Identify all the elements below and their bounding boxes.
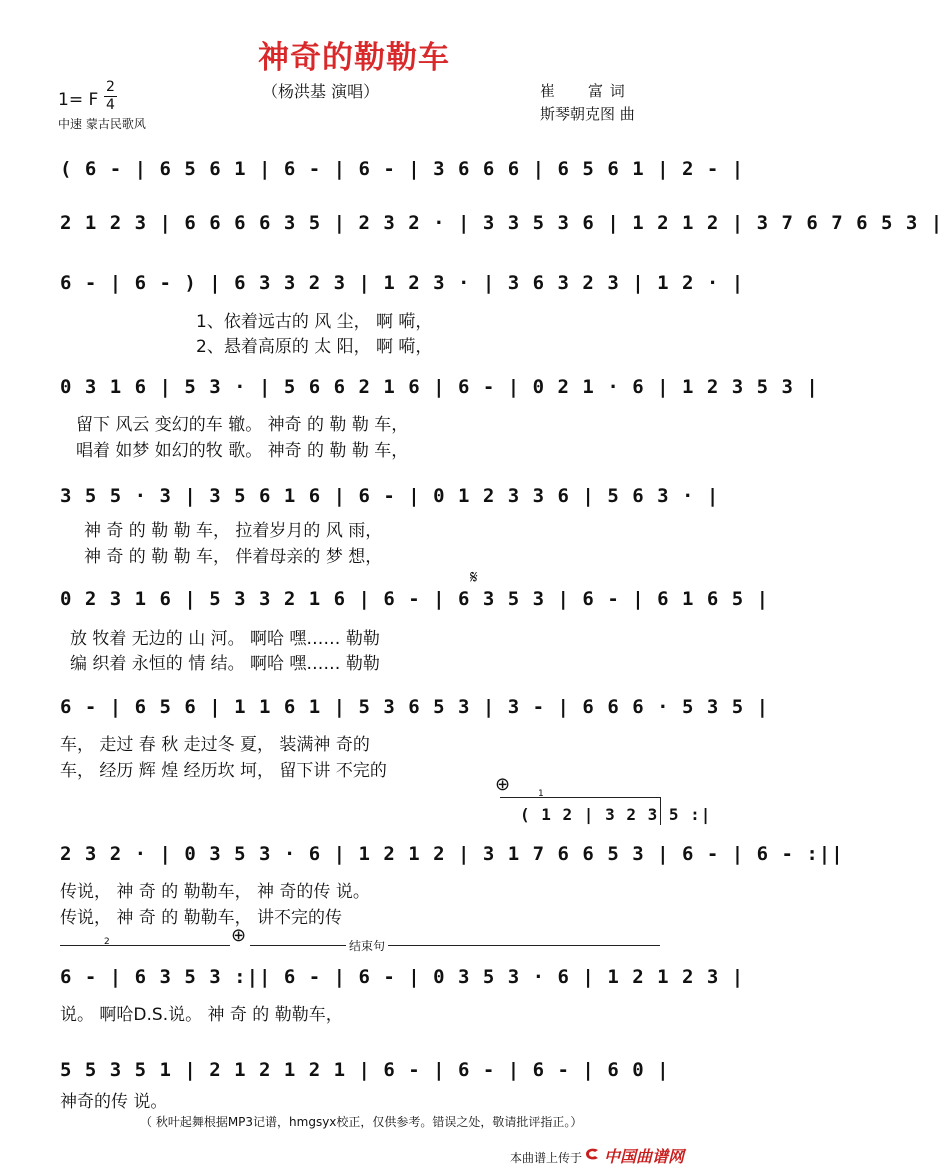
lyric-row-5-verse-1: 神 奇 的 勒 勒 车， 拉着岁月的 风 雨，: [84, 521, 383, 541]
lyric-row-4-verse-2: 唱着 如梦 如幻的牧 歌。 神奇 的 勒 勒 车，: [76, 441, 409, 461]
upload-label: 本曲谱上传于: [510, 1151, 583, 1165]
score-row-9: 6 - | 6 3 5 3 :|| 6 - | 6 - | 0 3 5 3 · 6 | 1 2 1 2 3 |: [60, 966, 745, 988]
lyric-row-10: 神奇的传 说。: [60, 1092, 168, 1112]
time-numerator: 2: [106, 79, 115, 95]
ending-line: [250, 945, 660, 946]
singer-credit: （杨洪基 演唱）: [262, 82, 380, 101]
score-row-10: 5 5 3 5 1 | 2 1 2 1 2 1 | 6 - | 6 - | 6 - | 6 0 |: [60, 1059, 670, 1081]
coda-mark: ⊕: [495, 774, 511, 795]
transcription-note: （ 秋叶起舞根据MP3记谱，hmgsyx校正，仅供参考。错误之处，敬请批评指正。）: [140, 1115, 583, 1129]
lyric-row-4-verse-1: 留下 风云 变幻的车 辙。 神奇 的 勒 勒 车，: [76, 415, 409, 435]
lyric-row-6-verse-2: 编 织着 永恒的 情 结。 啊哈 嘿…… 勒勒: [70, 654, 380, 674]
score-row-5: 3 5 5 · 3 | 3 5 6 1 6 | 6 - | 0 1 2 3 3 6 | 5 6 3 · |: [60, 485, 720, 507]
score-row-1: ( 6 - | 6 5 6 1 | 6 - | 6 - | 3 6 6 6 | 6 5 6 1 | 2 - |: [60, 158, 745, 180]
score-row-7: 6 - | 6 5 6 | 1 1 6 1 | 5 3 6 5 3 | 3 - | 6 6 6 · 5 3 5 |: [60, 696, 770, 718]
lyric-row-3-verse-2: 2、悬着高原的 太 阳， 啊 嗬，: [196, 337, 433, 357]
segno-mark: 𝄋: [470, 567, 478, 588]
lyric-row-7-verse-2: 车， 经历 辉 煌 经历坎 坷， 留下讲 不完的: [60, 761, 387, 781]
coda-mark-2: ⊕: [231, 925, 247, 946]
volta-2-line: [60, 945, 230, 946]
lyric-row-8-verse-2: 传说， 神 奇 的 勒勒车， 讲不完的传: [60, 908, 343, 928]
lyric-row-8-verse-1: 传说， 神 奇 的 勒勒车， 神 奇的传 说。: [60, 882, 370, 902]
song-title: 神奇的勒勒车: [258, 40, 450, 76]
score-row-2: 2 1 2 3 | 6 6 6 6 3 5 | 2 3 2 · | 3 3 5 3 6 | 1 2 1 2 | 3 7 6 7 6 5 3 |: [60, 212, 943, 234]
lyric-row-9: 说。 啊哈D.S.说。 神 奇 的 勒勒车，: [60, 1005, 343, 1025]
score-row-3: 6 - | 6 - ) | 6 3 3 2 3 | 1 2 3 · | 3 6 3 2 3 | 1 2 · |: [60, 272, 745, 294]
volta-1-line: [500, 797, 660, 798]
site-logo-icon: [584, 1146, 602, 1162]
lyric-row-6-verse-1: 放 牧着 无边的 山 河。 啊哈 嘿…… 勒勒: [70, 629, 380, 649]
lyric-row-7-verse-1: 车， 走过 春 秋 走过冬 夏， 装满神 奇的: [60, 735, 370, 755]
composer-credit: 斯琴朝克图 曲: [540, 105, 635, 123]
key-signature: 1= F: [58, 90, 99, 110]
tempo-marking: 中速 蒙古民歌风: [58, 117, 146, 131]
volta-1-notes: ( 1 2 | 3 2 3 5 :|: [520, 805, 712, 824]
time-denominator: 4: [106, 97, 115, 113]
time-signature: [104, 80, 117, 113]
score-row-6: 0 2 3 1 6 | 5 3 3 2 1 6 | 6 - | 6 3 5 3 | 6 - | 6 1 6 5 |: [60, 588, 770, 610]
volta-1-label: 1: [538, 789, 544, 799]
score-row-8: 2 3 2 · | 0 3 5 3 · 6 | 1 2 1 2 | 3 1 7 6 6 5 3 | 6 - | 6 - :||: [60, 843, 844, 865]
score-row-4: 0 3 1 6 | 5 3 · | 5 6 6 2 1 6 | 6 - | 0 2 1 · 6 | 1 2 3 5 3 |: [60, 376, 819, 398]
lyricist-credit: 崔 富 词: [540, 82, 626, 100]
volta-2-label: 2: [104, 937, 110, 947]
lyric-row-5-verse-2: 神 奇 的 勒 勒 车， 伴着母亲的 梦 想，: [84, 547, 383, 567]
lyric-row-3-verse-1: 1、依着远古的 风 尘， 啊 嗬，: [196, 312, 433, 332]
ending-label: 结束句: [346, 937, 388, 954]
site-brand-link[interactable]: 中国曲谱网: [604, 1147, 685, 1166]
